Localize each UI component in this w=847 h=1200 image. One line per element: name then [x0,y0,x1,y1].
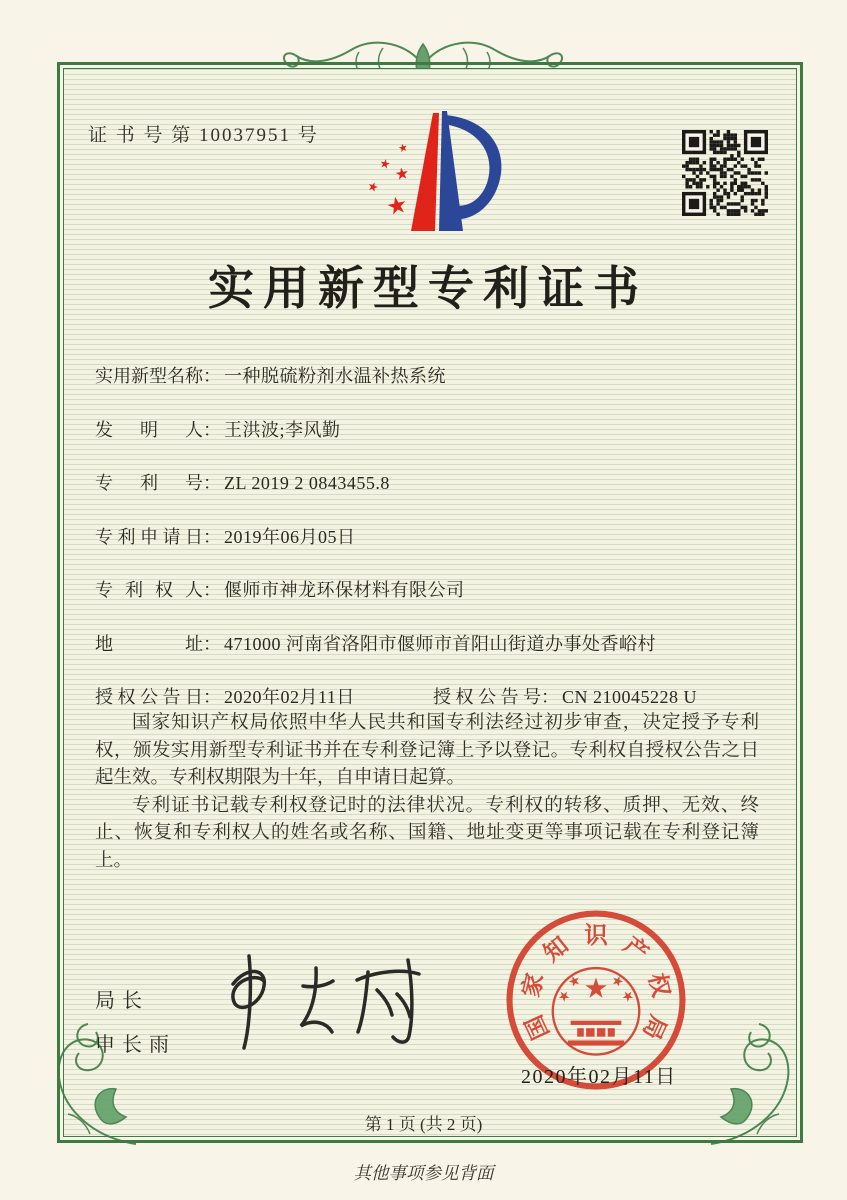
svg-text:产: 产 [618,932,653,968]
field-label: 实 用 新 型 名 称 [95,366,203,386]
director-signature [205,948,445,1063]
field-value: 2019年06月05日 [224,526,356,547]
field-value: 王洪波;李风勤 [224,419,341,440]
director-title: 局长 [95,990,149,1012]
field-label: 地 址 [95,633,203,654]
colon: ： [203,687,221,707]
field-label: 发 明 人 [95,419,203,440]
seal-national-emblem [553,968,639,1054]
field-label: 授 权 公 告 号 [433,687,541,707]
field-utility-model-name [95,362,763,386]
field-label: 专 利 申 请 日 [95,526,203,547]
field-filing-date [95,523,763,547]
colon: ： [203,419,221,440]
back-note: 其他事项参见背面 [353,1163,494,1183]
field-value: CN 210045228 U [562,687,698,707]
field-label: 授 权 公 告 日 [95,687,203,707]
colon: ： [203,473,221,493]
colon: ： [203,526,221,547]
logo-red-wedge [411,113,439,231]
colon: ： [203,633,221,654]
svg-text:知: 知 [539,932,574,968]
seal-date: 2020年02月11日 [521,1066,677,1088]
colon: ： [203,580,221,600]
field-value: ZL 2019 2 0843455.8 [224,473,390,493]
legal-paragraph-1: 国家知识产权局依照中华人民共和国专利法经过初步审查，决定授予专利权，颁发实用新型专利证书并在专利登记簿上予以登记。专利权自授权公告之日起生效。专利权期限为十年，自申请日起算。 [95,713,759,788]
page-number: 第 1 页 (共 2 页) [364,1115,483,1134]
certificate-title: 实用新型专利证书 [208,263,648,314]
field-patent-number [95,469,763,493]
legal-text [95,710,759,875]
svg-text:家: 家 [518,970,550,1000]
field-value: 2020年02月11日 [224,687,355,707]
field-address [95,630,763,654]
field-patentee [95,576,763,600]
field-inventors [95,416,763,440]
logo-stars [367,143,409,216]
field-value: 471000 河南省洛阳市偃师市首阳山街道办事处香峪村 [224,633,656,654]
director-name: 申长雨 [95,1034,176,1056]
field-list [95,362,763,737]
certificate-number: 证 书 号 第 10037951 号 [88,125,319,146]
cnipa-logo [340,103,530,243]
field-value: 一种脱硫粉剂水温补热系统 [224,366,446,386]
field-value: 偃师市神龙环保材料有限公司 [224,580,465,600]
colon: ： [541,687,559,707]
field-grant-row [95,683,763,707]
legal-paragraph-2: 专利证书记载专利权登记时的法律状况。专利权的转移、质押、无效、终止、恢复和专利权人的姓名或名称、国籍、地址变更等事项记载在专利登记簿上。 [95,795,759,871]
field-label: 专 利 号 [95,473,203,493]
svg-text:国: 国 [521,1010,555,1044]
svg-text:权: 权 [642,970,674,1000]
field-grant-number [433,683,697,709]
svg-text:局: 局 [637,1010,671,1044]
colon: ： [203,366,221,386]
svg-text:识: 识 [584,923,608,950]
qr-code [682,130,768,216]
field-label: 专 利 权 人 [95,580,203,600]
